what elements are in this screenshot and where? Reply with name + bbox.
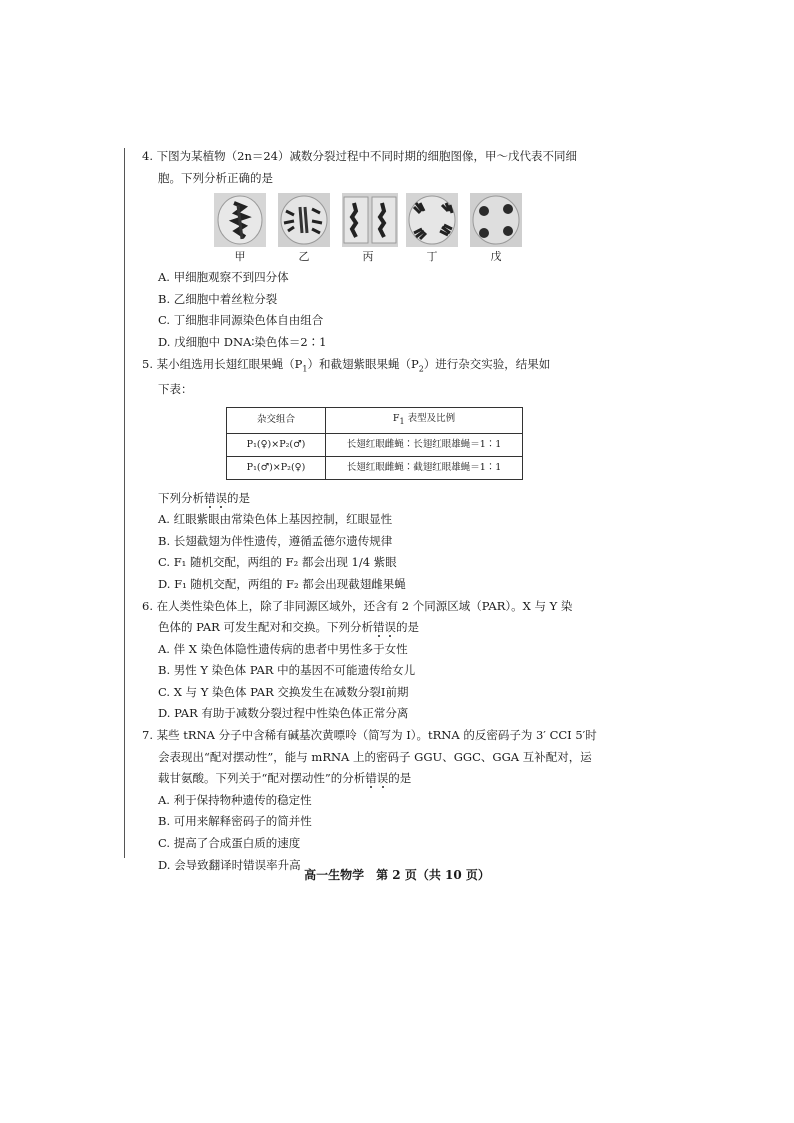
f1-sub: 1 — [399, 416, 405, 426]
q5-stem-line1 — [142, 354, 594, 380]
q7-option-d: D. 会导致翻译时错误率升高 — [158, 857, 301, 872]
cell-yi-image — [278, 193, 330, 247]
cross-results-table — [226, 407, 523, 479]
q7-stem-line2: 会表现出“配对摆动性”，能与 mRNA 上的密码子 GGU、GGC、GGA 互补配对，运 — [158, 749, 592, 764]
table-row — [227, 456, 523, 479]
q5-p2-sub: 2 — [418, 363, 424, 373]
q6-line2-post: 的是 — [395, 620, 419, 635]
table-row — [227, 433, 523, 456]
cell-ding — [406, 193, 458, 267]
q7-option-a: A. 利于保持物种遗传的稳定性 — [158, 792, 312, 807]
question-content — [142, 146, 597, 876]
cell-bing — [342, 193, 394, 267]
q7-line3-pre: 载甘氨酸。下列关于“配对摆动性”的分析 — [158, 771, 366, 786]
cell-bing-label: 丙 — [362, 250, 374, 264]
q5-option-a: A. 红眼紫眼由常染色体上基因控制，红眼显性 — [158, 512, 393, 527]
cell-jia-label: 甲 — [234, 250, 246, 264]
q5-option-c: C. F₁ 随机交配，两组的 F₂ 都会出现 1/4 紫眼 — [158, 555, 397, 570]
emphasis-char: 误 — [376, 771, 389, 786]
emphasis-char: 误 — [384, 620, 396, 635]
q7-option-b: B. 可用来解释密码子的简并性 — [158, 814, 312, 829]
q4-option-b: B. 乙细胞中着丝粒分裂 — [158, 291, 278, 306]
cell-bing-image — [342, 193, 398, 247]
cell-yi-label: 乙 — [298, 250, 310, 264]
q7-option-c: C. 提高了合成蛋白质的速度 — [158, 836, 301, 851]
emphasis-char: 错 — [372, 620, 385, 635]
question-4 — [142, 146, 594, 354]
q5-stem-line2: 下表： — [158, 382, 193, 397]
q5-option-d: D. F₁ 随机交配，两组的 F₂ 都会出现截翅雌果蝇 — [158, 576, 406, 591]
q5-p1-sub: 1 — [302, 363, 308, 373]
table-header-row — [227, 408, 523, 433]
q6-option-c: C. X 与 Y 染色体 PAR 交换发生在减数分裂Ⅰ前期 — [158, 684, 409, 699]
cell-yi — [278, 193, 330, 267]
question-5 — [142, 354, 594, 596]
cell-wu-label: 戊 — [490, 250, 502, 264]
q4-stem-line1: 4. 下图为某植物（2n＝24）减数分裂过程中不同时期的细胞图像，甲～戊代表不同细 — [142, 149, 577, 163]
f1-pre: F — [392, 413, 400, 425]
cell-jia-image — [214, 193, 266, 247]
q4-stem-line2: 胞。下列分析正确的是 — [158, 170, 273, 185]
q6-line2-pre: 色体的 PAR 可发生配对和交换。下列分析 — [158, 620, 373, 635]
q6-option-d: D. PAR 有助于减数分裂过程中性染色体正常分离 — [158, 706, 409, 721]
cell-wu — [470, 193, 522, 267]
emphasis-char: 误 — [215, 490, 227, 505]
q6-option-a: A. 伴 X 染色体隐性遗传病的患者中男性多于女性 — [158, 641, 408, 656]
table-cell-result: 长翅红眼雌蝇∶截翅红眼雄蝇＝1∶1 — [326, 456, 523, 479]
question-7 — [142, 725, 597, 876]
table-cell-cross: P₁(♀)×P₂(♂) — [227, 433, 326, 456]
q5-line1-post: ）进行杂交实验，结果如 — [423, 356, 551, 371]
cell-ding-label: 丁 — [426, 250, 438, 264]
table-cell-cross: P₁(♂)×P₂(♀) — [227, 456, 326, 479]
q5-option-b: B. 长翅截翅为伴性遗传，遵循孟德尔遗传规律 — [158, 533, 393, 548]
emphasis-char: 错 — [204, 490, 216, 505]
q6-option-b: B. 男性 Y 染色体 PAR 中的基因不可能遗传给女儿 — [158, 663, 416, 678]
q7-stem-line3 — [142, 768, 594, 790]
q6-stem-line2 — [142, 617, 594, 639]
page-footer: 高一生物学 第 2 页（共 10 页） — [304, 868, 490, 882]
cell-images — [214, 193, 594, 267]
table-header-f1 — [326, 408, 523, 433]
table-header-cross: 杂交组合 — [227, 408, 326, 433]
q4-option-a: A. 甲细胞观察不到四分体 — [158, 270, 289, 285]
q4-option-c: C. 丁细胞非同源染色体自由组合 — [158, 313, 324, 328]
q5-line1-pre: 5. 某小组选用长翅红眼果蝇（P — [142, 356, 303, 371]
cell-jia — [214, 193, 266, 267]
q4-option-d: D. 戊细胞中 DNA∶染色体＝2∶1 — [158, 334, 327, 349]
q5-stem-post: 的是 — [227, 490, 250, 505]
cell-wu-image — [470, 193, 522, 247]
margin-line — [124, 148, 125, 858]
q7-line3-post: 的是 — [388, 771, 412, 786]
emphasis-char: 错 — [365, 771, 377, 786]
q6-stem-line1: 6. 在人类性染色体上，除了非同源区域外，还含有 2 个同源区域（PAR）。X 与 Y 染 — [142, 598, 573, 613]
question-6 — [142, 596, 594, 726]
q5-question-stem — [142, 488, 594, 510]
f1-post: 表型及比例 — [404, 413, 456, 425]
q7-stem-line1: 7. 某些 tRNA 分子中含稀有碱基次黄嘌呤（简写为 I）。tRNA 的反密码子为 3′ CCI 5′时 — [142, 728, 597, 743]
q5-line1-mid: ）和截翅紫眼果蝇（P — [307, 356, 419, 371]
cell-ding-image — [406, 193, 458, 247]
table-cell-result: 长翅红眼雌蝇∶长翅红眼雄蝇＝1∶1 — [326, 433, 523, 456]
q5-stem-pre: 下列分析 — [158, 490, 204, 505]
